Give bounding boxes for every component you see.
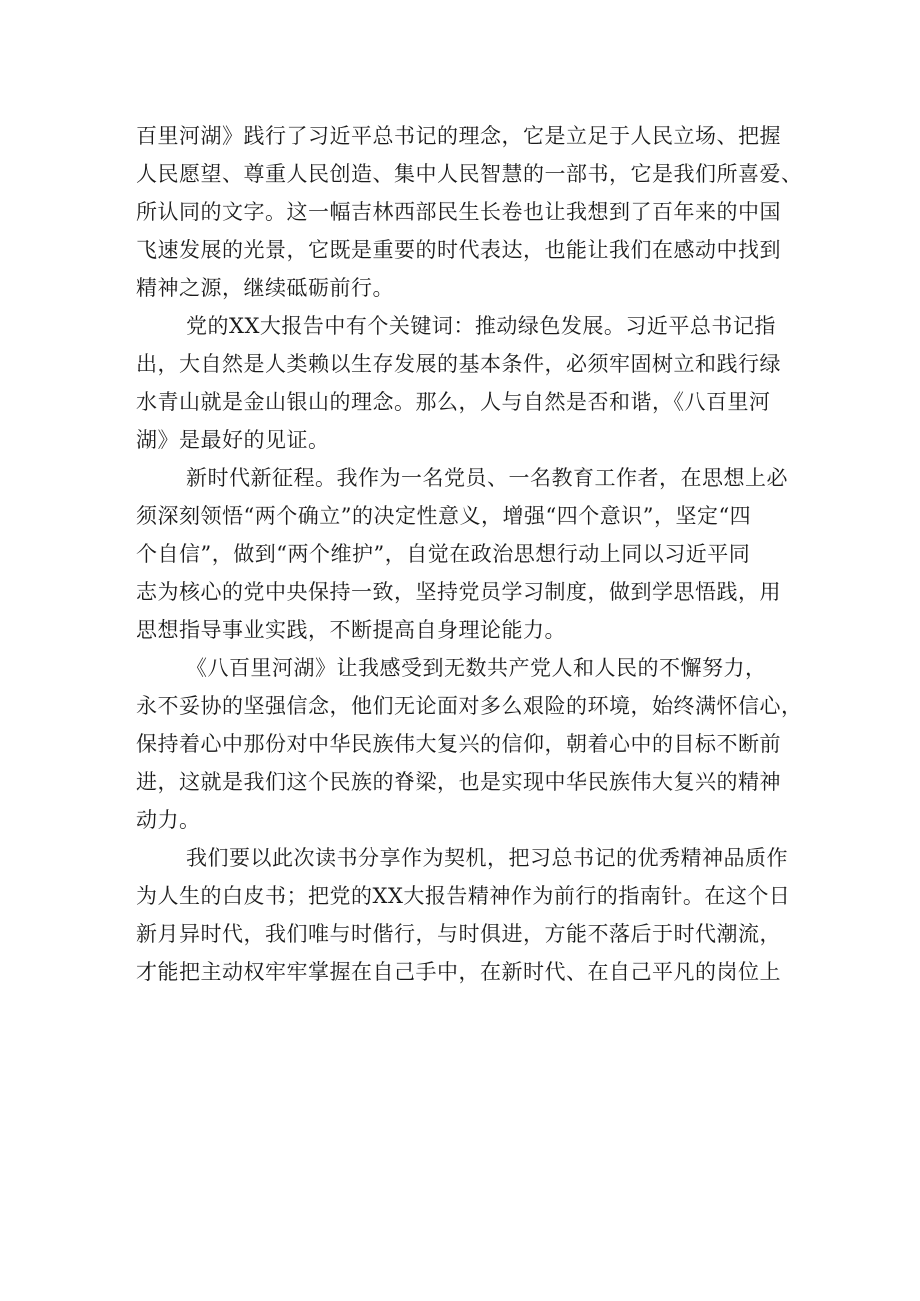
text-line: 思想指导事业实践，不断提高自身理论能力。 [136, 618, 566, 642]
text-line: 百里河湖》践行了习近平总书记的理念，它是立足于人民立场、把握 [136, 124, 781, 148]
text-line: 新月异时代，我们唯与时偕行，与时俱进，方能不落后于时代潮流， [136, 922, 781, 946]
text-line: 出，大自然是人类赖以生存发展的基本条件，必须牢固树立和践行绿 [136, 352, 781, 376]
text-line: 永不妥协的坚强信念，他们无论面对多么艰险的环境，始终满怀信心， [136, 694, 803, 718]
text-line: 保持着心中那份对中华民族伟大复兴的信仰，朝着心中的目标不断前 [136, 732, 781, 756]
text-line: 个自信”，做到“两个维护”，自觉在政治思想行动上同以习近平同 [136, 542, 751, 566]
paragraph-3 [136, 459, 798, 649]
paragraph-5 [136, 839, 798, 991]
text-line: 新时代新征程。我作为一名党员、一名教育工作者，在思想上必 [186, 466, 788, 490]
text-line: 党的XX大报告中有个关键词：推动绿色发展。习近平总书记指 [186, 314, 776, 338]
text-line: 为人生的白皮书；把党的XX大报告精神作为前行的指南针。在这个日 [136, 884, 791, 908]
text-line: 进，这就是我们这个民族的脊梁，也是实现中华民族伟大复兴的精神 [136, 770, 781, 794]
paragraph-1 [136, 117, 803, 307]
text-line: 须深刻领悟“两个确立”的决定性意义，增强“四个意识”，坚定“四 [136, 504, 752, 528]
text-line: 飞速发展的光景，它既是重要的时代表达，也能让我们在感动中找到 [136, 238, 781, 262]
document-body [136, 117, 803, 991]
paragraph-4 [136, 649, 803, 839]
text-line: 人民愿望、尊重人民创造、集中人民智慧的一部书，它是我们所喜爱、 [136, 162, 803, 186]
text-line: 我们要以此次读书分享作为契机，把习总书记的优秀精神品质作 [186, 846, 788, 870]
text-line: 水青山就是金山银山的理念。那么，人与自然是否和谐，《八百里河 [136, 390, 771, 414]
text-line: 动力。 [136, 808, 201, 832]
text-line: 志为核心的党中央保持一致，坚持党员学习制度，做到学思悟践，用 [136, 580, 781, 604]
paragraph-2 [136, 307, 798, 459]
text-line: 精神之源，继续砥砺前行。 [136, 276, 394, 300]
text-line: 所认同的文字。这一幅吉林西部民生长卷也让我想到了百年来的中国 [136, 200, 781, 224]
text-line: 才能把主动权牢牢掌握在自己手中，在新时代、在自己平凡的岗位上 [136, 960, 781, 984]
text-line: 湖》是最好的见证。 [136, 428, 330, 452]
text-line: 《八百里河湖》让我感受到无数共产党人和人民的不懈努力， [186, 656, 767, 680]
